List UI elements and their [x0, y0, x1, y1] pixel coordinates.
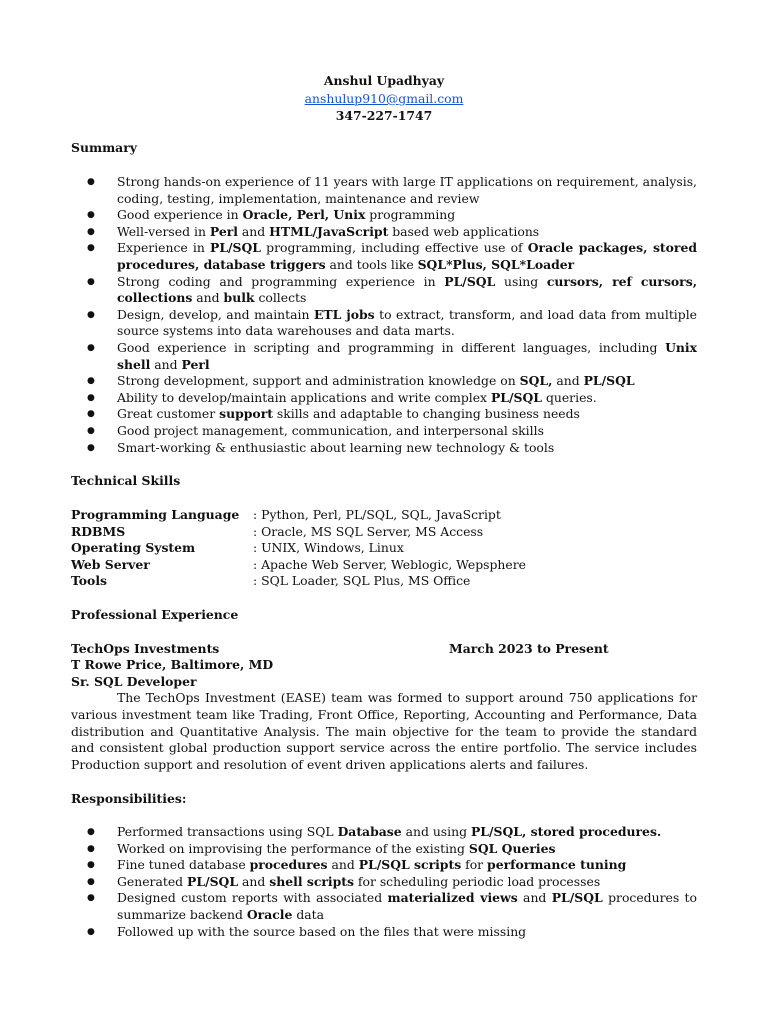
summary-bullet: [71, 274, 697, 307]
skills-row: [71, 557, 526, 574]
experience-heading: Professional Experience: [71, 607, 239, 622]
text-run: programming, including effective use of: [261, 240, 528, 256]
summary-list: [71, 174, 697, 456]
text-run: for: [461, 857, 488, 873]
responsibilities-heading: Responsibilities:: [71, 791, 187, 806]
bold-text-run: SQL Queries: [468, 840, 556, 856]
skills-row: [71, 524, 526, 541]
summary-bullet: [71, 224, 697, 241]
summary-bullet: [71, 307, 697, 340]
bold-text-run: PL/SQL: [187, 873, 239, 889]
summary-bullet: [71, 207, 697, 224]
skills-row: [71, 507, 526, 524]
summary-bullet: [71, 423, 697, 440]
job-location: T Rowe Price, Baltimore, MD: [71, 657, 274, 672]
bold-text-run: shell scripts: [269, 873, 354, 889]
company-name: TechOps Investments: [71, 641, 220, 656]
text-run: and: [192, 290, 224, 306]
text-run: and using: [401, 824, 471, 839]
summary-bullet: [71, 240, 697, 273]
bold-text-run: procedures: [249, 857, 328, 873]
bold-text-run: Perl: [209, 223, 238, 239]
responsibility-bullet: [71, 890, 697, 923]
bold-text-run: HTML/JavaScript: [269, 223, 389, 239]
skills-label: Operating System: [71, 540, 196, 556]
text-run: Good experience in: [117, 207, 243, 223]
bold-text-run: performance tuning: [487, 857, 627, 873]
text-run: Fine tuned database: [117, 857, 250, 873]
text-run: for scheduling periodic load processes: [353, 873, 601, 889]
text-run: data: [292, 906, 324, 922]
text-run: Strong coding and programming experience in: [117, 273, 445, 289]
text-run: Ability to develop/maintain applications and write complex: [117, 389, 491, 405]
bold-text-run: PL/SQL: [210, 240, 262, 256]
responsibility-bullet: [71, 924, 697, 941]
summary-bullet: [71, 373, 697, 390]
skills-value: : Apache Web Server, Weblogic, Wepsphere: [253, 556, 526, 572]
summary-bullet: [71, 406, 697, 423]
text-run: and: [517, 890, 552, 906]
text-run: Followed up with the source based on the files that were missing: [117, 923, 527, 939]
bold-text-run: PL/SQL: [490, 389, 542, 405]
text-run: and: [552, 373, 584, 389]
skills-row: [71, 540, 526, 557]
text-run: Performed transactions using SQL: [117, 824, 338, 839]
responsibility-bullet: [71, 874, 697, 891]
job-title: Sr. SQL Developer: [71, 674, 197, 689]
technical-skills-heading: Technical Skills: [71, 473, 181, 488]
phone-number: 347-227-1747: [335, 108, 433, 123]
skills-label: RDBMS: [71, 523, 126, 539]
text-run: Design, develop, and maintain: [117, 306, 314, 322]
text-run: programming: [365, 207, 456, 223]
text-run: and: [237, 223, 270, 239]
bold-text-run: support: [219, 406, 273, 422]
bold-text-run: PL/SQL scripts: [358, 857, 462, 873]
responsibility-bullet: [71, 857, 697, 874]
responsibilities-list: [71, 824, 697, 940]
text-run: skills and adaptable to changing business needs: [272, 406, 580, 422]
skills-label: Tools: [71, 573, 108, 589]
summary-bullet: [71, 174, 697, 207]
bold-text-run: cursors, ref cursors, collections: [117, 273, 698, 306]
bold-text-run: Unix shell: [117, 339, 697, 372]
bold-text-run: bulk: [223, 290, 255, 306]
candidate-name: Anshul Upadhyay: [323, 73, 445, 88]
bold-text-run: Oracle: [246, 906, 293, 922]
text-run: Great customer: [117, 406, 220, 422]
bold-text-run: PL/SQL, stored procedures.: [470, 824, 662, 839]
text-run: Good experience in scripting and programming in different languages, including: [117, 339, 666, 355]
text-run: procedures to summarize backend: [117, 890, 697, 922]
responsibility-bullet: [71, 824, 697, 841]
text-run: and tools like: [325, 256, 418, 272]
summary-bullet: [71, 440, 697, 457]
text-run: queries.: [542, 389, 597, 405]
responsibility-bullet: [71, 841, 697, 858]
skills-label: Programming Language: [71, 507, 240, 522]
bold-text-run: Database: [337, 824, 402, 839]
text-run: and: [238, 873, 270, 889]
text-run: Well-versed in: [117, 223, 210, 239]
text-run: Smart-working & enthusiastic about learning new technology & tools: [117, 439, 555, 455]
bold-text-run: SQL*Plus, SQL*Loader: [417, 256, 575, 272]
text-run: Strong hands-on experience of 11 years with large IT applications on requirement, analysis, coding, testing, implementation, maintenance and review: [117, 174, 697, 206]
text-run: and: [150, 356, 182, 372]
summary-heading: Summary: [71, 140, 137, 155]
bold-text-run: materialized views: [387, 890, 518, 906]
email-link[interactable]: anshulup910@gmail.com: [304, 91, 464, 106]
skills-value: : SQL Loader, SQL Plus, MS Office: [253, 573, 471, 589]
skills-value: : Oracle, MS SQL Server, MS Access: [253, 523, 484, 539]
bold-text-run: PL/SQL: [444, 273, 496, 289]
summary-bullet: [71, 340, 697, 373]
skills-row: [71, 573, 526, 590]
skills-value: : Python, Perl, PL/SQL, SQL, JavaScript: [253, 507, 501, 522]
text-run: Strong development, support and administration knowledge on: [117, 373, 520, 389]
text-run: Worked on improvising the performance of the existing: [117, 840, 469, 856]
bold-text-run: PL/SQL: [551, 890, 603, 906]
text-run: based web applications: [388, 223, 540, 239]
skills-table: [71, 507, 526, 590]
text-run: Designed custom reports with associated: [117, 890, 388, 906]
text-run: Good project management, communication, and interpersonal skills: [117, 422, 544, 438]
bold-text-run: PL/SQL: [583, 373, 635, 389]
summary-bullet: [71, 390, 697, 407]
text-run: Generated: [117, 873, 188, 889]
team-description: The TechOps Investment (EASE) team was formed to support around 750 applications for various investment team like Trading, Front Office, Reporting, Accounting and Performance, Data distribution and Quantitative Analysis. The main objective for the team to provide the standard and consistent global production support service across the entire portfolio. The service includes Production support and resolution of event driven applications alerts and failures.: [71, 690, 697, 773]
text-run: collects: [254, 290, 307, 306]
bold-text-run: Oracle packages, stored procedures, database triggers: [117, 240, 697, 272]
text-run: using: [495, 273, 547, 289]
bold-text-run: Oracle, Perl, Unix: [242, 207, 366, 223]
skills-label: Web Server: [71, 556, 150, 572]
text-run: Experience in: [117, 240, 210, 256]
employment-dates: March 2023 to Present: [449, 641, 609, 656]
skills-value: : UNIX, Windows, Linux: [253, 540, 404, 556]
text-run: to extract, transform, and load data from multiple source systems into data warehouses and data marts.: [117, 306, 698, 339]
bold-text-run: Perl: [181, 356, 210, 372]
bold-text-run: ETL jobs: [313, 306, 375, 322]
text-run: and: [327, 857, 359, 873]
bold-text-run: SQL,: [519, 373, 553, 389]
